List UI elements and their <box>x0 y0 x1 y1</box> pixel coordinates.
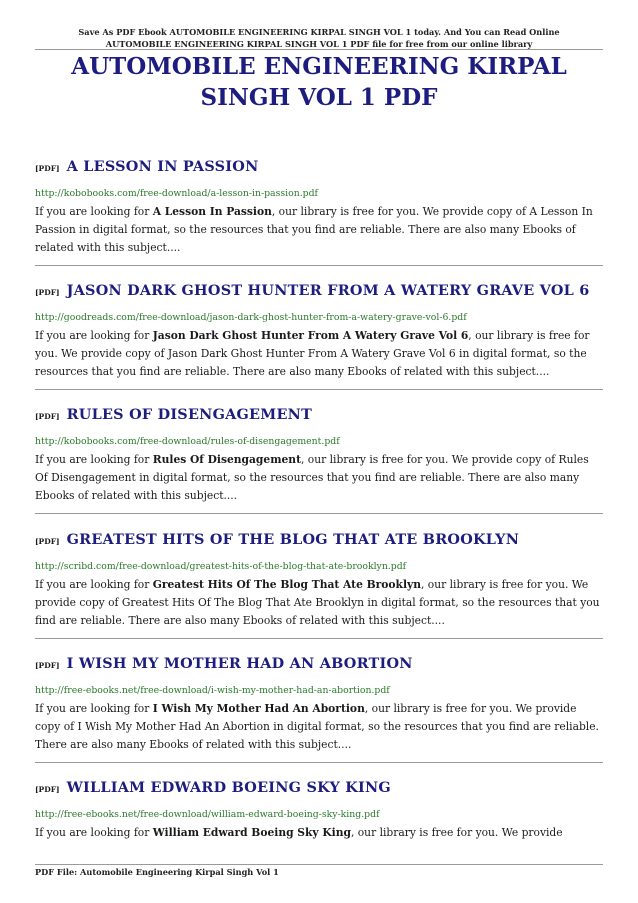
entry-description <box>35 576 603 630</box>
entry-title: A LESSON IN PASSION <box>66 158 259 175</box>
book-entry <box>35 158 603 257</box>
pdf-tag: [PDF] <box>35 785 60 794</box>
desc-prefix: If you are looking for <box>35 453 153 466</box>
book-entry <box>35 779 603 842</box>
entry-link[interactable]: http://free-ebooks.net/free-download/william-edward-boeing-sky-king.pdf <box>35 809 380 820</box>
entry-title: RULES OF DISENGAGEMENT <box>66 406 313 423</box>
desc-suffix: , our library is free for you. We provide copy of Jason Dark Ghost Hunter From A Watery Grave Vol 6 in digital format, so the resources that you find are reliable. There are also many Ebooks of related with this subject.... <box>35 329 590 378</box>
desc-suffix: , our library is free for you. We provide copy of Rules Of Disengagement in digital format, so the resources that you find are reliable. There are also many Ebooks of related with this subject.... <box>35 453 589 502</box>
pdf-tag: [PDF] <box>35 412 60 421</box>
document-title: AUTOMOBILE ENGINEERING KIRPAL SINGH VOL 1 PDF <box>71 53 567 111</box>
entry-divider <box>35 513 603 514</box>
desc-suffix: , our library is free for you. We provide copy of I Wish My Mother Had An Abortion in digital format, so the resources that you find are reliable. There are also many Ebooks of related with this subject.... <box>35 702 599 751</box>
entry-title: I WISH MY MOTHER HAD AN ABORTION <box>66 655 413 672</box>
entry-heading <box>35 406 603 432</box>
entry-link[interactable]: http://kobobooks.com/free-download/a-lesson-in-passion.pdf <box>35 188 318 199</box>
desc-book-name: William Edward Boeing Sky King <box>152 826 351 839</box>
entry-title: WILLIAM EDWARD BOEING SKY KING <box>66 779 391 796</box>
desc-suffix: , our library is free for you. We provide copy of Greatest Hits Of The Blog That Ate Brooklyn in digital format, so the resources that you find are reliable. There are also many Ebooks of related with this subject.... <box>35 578 600 627</box>
entry-title: GREATEST HITS OF THE BLOG THAT ATE BROOKLYN <box>66 531 520 548</box>
entry-divider <box>35 389 603 390</box>
entry-heading <box>35 655 603 681</box>
desc-suffix: , our library is free for you. We provide <box>350 826 563 839</box>
footer-divider <box>35 864 603 865</box>
footer-text: PDF File: Automobile Engineering Kirpal Singh Vol 1 <box>35 867 279 877</box>
entry-divider <box>35 762 603 763</box>
entry-description <box>35 700 603 754</box>
desc-book-name: A Lesson In Passion <box>152 205 272 218</box>
entry-heading <box>35 158 603 184</box>
book-entry <box>35 531 603 630</box>
entry-heading <box>35 779 603 805</box>
book-entry <box>35 406 603 505</box>
desc-book-name: Greatest Hits Of The Blog That Ate Brooklyn <box>152 578 421 591</box>
header-note: Save As PDF Ebook AUTOMOBILE ENGINEERING KIRPAL SINGH VOL 1 today. And You can Read Online AUTOMOBILE ENGINEERING KIRPAL SINGH VOL 1 PDF file for free from our online library <box>78 27 560 49</box>
entry-link[interactable]: http://scribd.com/free-download/greatest-hits-of-the-blog-that-ate-brooklyn.pdf <box>35 561 407 572</box>
header-divider <box>35 49 603 50</box>
pdf-tag: [PDF] <box>35 288 60 297</box>
entry-heading <box>35 282 603 308</box>
desc-prefix: If you are looking for <box>35 578 153 591</box>
entry-divider <box>35 638 603 639</box>
pdf-tag: [PDF] <box>35 661 60 670</box>
entry-link[interactable]: http://kobobooks.com/free-download/rules-of-disengagement.pdf <box>35 436 340 447</box>
entry-description <box>35 451 603 505</box>
entry-description <box>35 327 603 381</box>
entry-title: JASON DARK GHOST HUNTER FROM A WATERY GRAVE VOL 6 <box>66 282 590 299</box>
pdf-tag: [PDF] <box>35 164 60 173</box>
book-entry <box>35 655 603 754</box>
desc-prefix: If you are looking for <box>35 205 153 218</box>
desc-prefix: If you are looking for <box>35 702 153 715</box>
desc-prefix: If you are looking for <box>35 826 153 839</box>
entry-link[interactable]: http://goodreads.com/free-download/jason-dark-ghost-hunter-from-a-watery-grave-vol-6.pdf <box>35 312 467 323</box>
desc-suffix: , our library is free for you. We provide copy of A Lesson In Passion in digital format, so the resources that you find are reliable. There are also many Ebooks of related with this subject.... <box>35 205 593 254</box>
desc-prefix: If you are looking for <box>35 329 153 342</box>
desc-book-name: Rules Of Disengagement <box>152 453 302 466</box>
book-entry <box>35 282 603 381</box>
entry-description <box>35 824 603 842</box>
entry-link[interactable]: http://free-ebooks.net/free-download/i-wish-my-mother-had-an-abortion.pdf <box>35 685 390 696</box>
desc-book-name: I Wish My Mother Had An Abortion <box>152 702 365 715</box>
entry-description <box>35 203 603 257</box>
desc-book-name: Jason Dark Ghost Hunter From A Watery Grave Vol 6 <box>152 329 469 342</box>
pdf-tag: [PDF] <box>35 537 60 546</box>
entry-heading <box>35 531 603 557</box>
entry-divider <box>35 265 603 266</box>
